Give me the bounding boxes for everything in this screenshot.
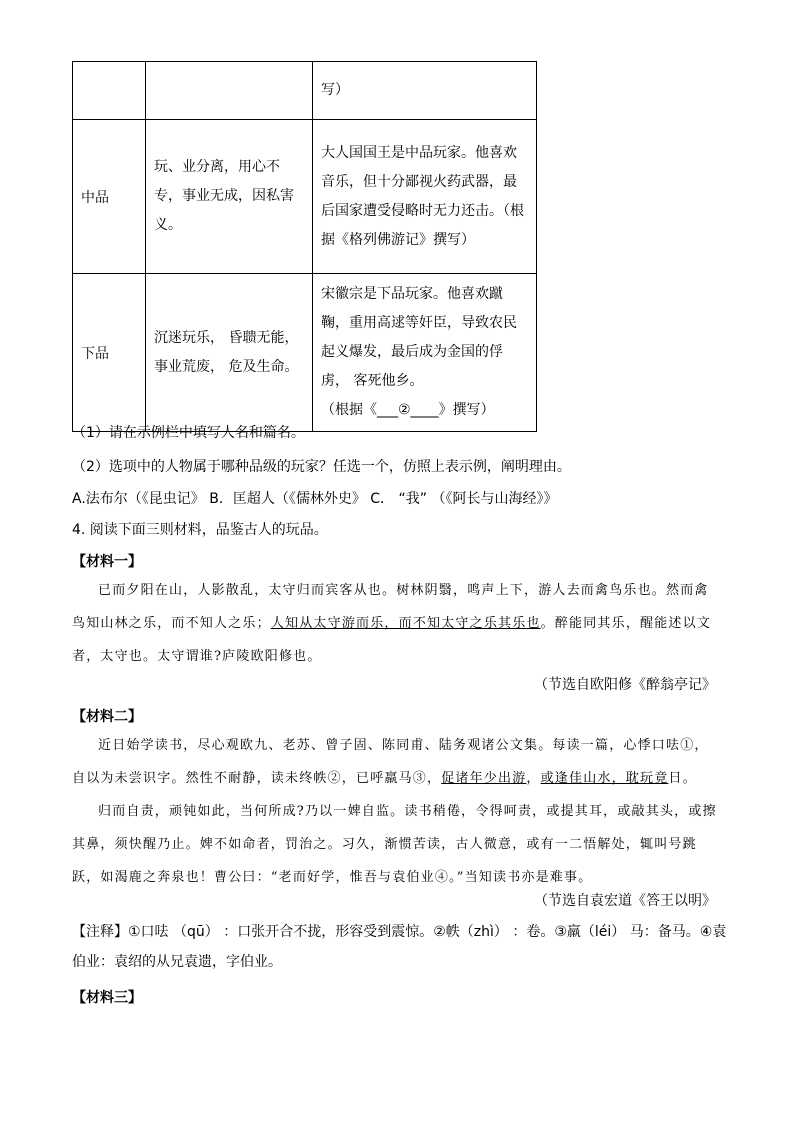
material-1-text <box>72 574 722 673</box>
text-span: 。醉能同其乐，醒能述以文者，太守也。太守谓谁?庐陵欧阳修也。 <box>72 616 712 664</box>
underlined-text: 促诸年少出游 <box>441 771 527 786</box>
material-2-title: 【材料二】 <box>72 709 142 725</box>
question-4: 4. 阅读下面三则材料，品鉴古人的玩品。 <box>72 522 328 538</box>
material-1-source: （节选自欧阳修《醉翁亭记》 <box>534 677 716 693</box>
example-text: 宋徽宗是下品玩家。他喜欢蹴鞠，重用高逑等奸臣，导致农民起义爆发，最后成为金国的俘虏， 客死他乡。 <box>321 286 517 389</box>
material-2-text-2: 归而自责，顽钝如此，当何所成?乃以一婢自监。读书稍倦，令得呵责，或提其耳，或敲其头，或擦其鼻，须快醒乃止。婢不如命者，罚治之。习久，渐惯苦读，古人微意，或有一二悟解处，辄叫号跳跃，如渴鹿之奔泉也！曹公曰：“老而好学，惟吾与袁伯业④。”当知读书亦是难事。 <box>72 804 717 885</box>
example-source-suffix: 》撰写） <box>438 402 495 418</box>
text-span: 近日始学读书，尽心观欧九、老苏、曾子固、陈同甫、陆务观诸公文集。每读一篇，心悸口呿①，自以为未尝识字。然性不耐静，读未终帙②，已呼羸马③， <box>72 738 709 786</box>
underlined-text: 或逢佳山水，耽玩竟 <box>540 771 669 786</box>
table-cell <box>73 62 146 120</box>
material-2-source: （节选自袁宏道《答王以明》 <box>534 893 716 909</box>
grade-example <box>313 274 537 432</box>
text-span: ， <box>526 771 541 786</box>
grade-label: 中品 <box>73 120 146 274</box>
grade-example: 大人国国王是中品玩家。他喜欢音乐，但十分鄙视火药武器，最后国家遭受侵略时无力还击。（根据《格列佛游记》撰写） <box>313 120 537 274</box>
material-1-title: 【材料一】 <box>72 554 142 570</box>
material-3-title: 【材料三】 <box>72 990 142 1006</box>
table-cell <box>146 62 313 120</box>
underlined-text: 人知从太守游而乐，而不知太守之乐其乐也 <box>270 616 541 631</box>
example-source-prefix: （根据《 <box>321 402 377 418</box>
question-1: （1）请在示例栏中填写人名和篇名。 <box>72 425 305 441</box>
text-span: 日。 <box>668 771 697 786</box>
fill-blank[interactable]: ___②____ <box>377 402 439 418</box>
table-cell: 写） <box>313 62 537 120</box>
grade-label: 下品 <box>73 274 146 432</box>
table-row <box>73 62 537 120</box>
text-span: 已而夕阳在山，人影散乱，太守归而宾客从也。树林阴翳，鸣声上下，游人去而禽鸟乐也。然而禽鸟知山林之乐，而不知人之乐； <box>72 583 709 631</box>
table-row <box>73 274 537 432</box>
options-line: A.法布尔（《昆虫记》 B．匡超人（《儒林外史》 C． “我” （《阿长与山海经》》 <box>72 491 558 507</box>
table-row <box>73 120 537 274</box>
grade-description: 沉迷玩乐， 昏聩无能，事业荒废， 危及生命。 <box>146 274 313 432</box>
annotation-notes: 【注释】①口呿 （qū） ：口张开合不拢，形容受到震惊。②帙（zhì） ：卷。③羸（léi） 马：备马。④袁伯业：袁绍的从兄袁遗，字伯业。 <box>72 924 727 970</box>
question-2: （2）选项中的人物属于哪种品级的玩家？任选一个，仿照上表示例，阐明理由。 <box>72 459 571 475</box>
grade-description: 玩、业分离，用心不专，事业无成，因私害义。 <box>146 120 313 274</box>
material-2-text <box>72 729 722 795</box>
grade-table <box>72 61 537 432</box>
